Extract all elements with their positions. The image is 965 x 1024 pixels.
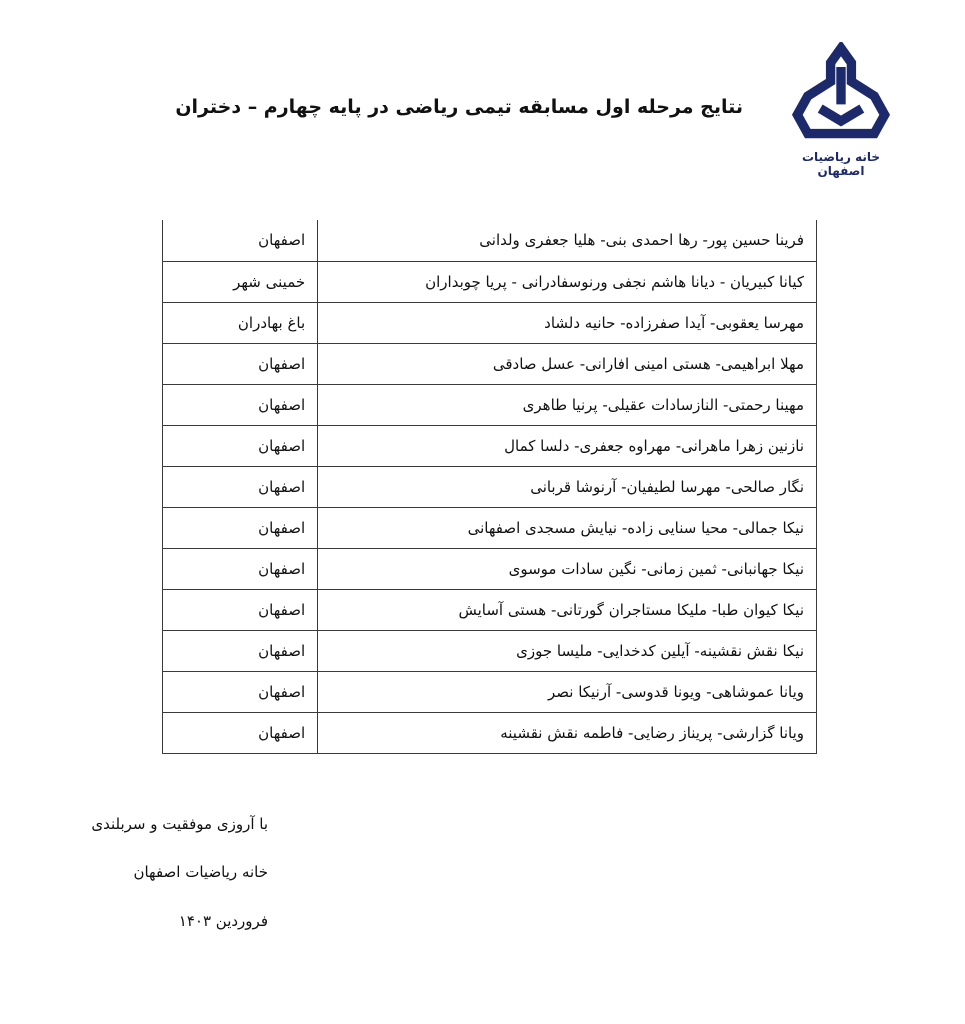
table-row — [163, 261, 817, 302]
table-row — [163, 343, 817, 384]
table-row — [163, 425, 817, 466]
team-members-cell: ویانا عموشاهی- ویونا قدوسی- آرنیکا نصر — [318, 671, 817, 712]
logo-text: خانه ریاضیات اصفهان — [801, 150, 881, 178]
team-members-cell: مهلا ابراهیمی- هستی امینی افارانی- عسل صادقی — [318, 343, 817, 384]
logo — [783, 42, 899, 178]
team-members-cell: نیکا نقش نقشینه- آیلین کدخدایی- ملیسا جوزی — [318, 630, 817, 671]
team-members-cell: نیکا کیوان طبا- ملیکا مستاجران گورتانی- هستی آسایش — [318, 589, 817, 630]
team-members-cell: نیکا جهانبانی- ثمین زمانی- نگین سادات موسوی — [318, 548, 817, 589]
table-row — [163, 630, 817, 671]
city-cell: اصفهان — [163, 712, 318, 753]
city-cell: اصفهان — [163, 589, 318, 630]
city-cell: خمینی شهر — [163, 261, 318, 302]
table-row — [163, 712, 817, 753]
city-cell: اصفهان — [163, 548, 318, 589]
table-row — [163, 220, 817, 261]
team-members-cell: کیانا کبیریان - دیانا هاشم نجفی ورنوسفادرانی - پریا چوبداران — [318, 261, 817, 302]
city-cell: اصفهان — [163, 630, 318, 671]
table-row — [163, 507, 817, 548]
math-house-logo-icon — [789, 42, 893, 146]
team-members-cell: نازنین زهرا ماهرانی- مهراوه جعفری- دلسا کمال — [318, 425, 817, 466]
city-cell: اصفهان — [163, 425, 318, 466]
city-cell: اصفهان — [163, 384, 318, 425]
team-members-cell: نگار صالحی- مهرسا لطیفیان- آرنوشا قربانی — [318, 466, 817, 507]
results-table — [162, 220, 817, 754]
footer-wish: با آروزی موفقیت و سربلندی — [91, 815, 268, 833]
city-cell: اصفهان — [163, 671, 318, 712]
city-cell: اصفهان — [163, 466, 318, 507]
table-row — [163, 302, 817, 343]
team-members-cell: ویانا گزارشی- پریناز رضایی- فاطمه نقش نقشینه — [318, 712, 817, 753]
table-row — [163, 589, 817, 630]
team-members-cell: مهرسا یعقوبی- آیدا صفرزاده- حانیه دلشاد — [318, 302, 817, 343]
city-cell: اصفهان — [163, 343, 318, 384]
footer-organization: خانه ریاضیات اصفهان — [133, 863, 268, 881]
team-members-cell: مهینا رحمتی- النازسادات عقیلی- پرنیا طاهری — [318, 384, 817, 425]
table-row — [163, 466, 817, 507]
city-cell: باغ بهادران — [163, 302, 318, 343]
table-row — [163, 671, 817, 712]
team-members-cell: فرینا حسین پور- رها احمدی بنی- هلیا جعفری ولدانی — [318, 220, 817, 261]
table-row — [163, 548, 817, 589]
team-members-cell: نیکا جمالی- محیا سنایی زاده- نیایش مسجدی اصفهانی — [318, 507, 817, 548]
page-title: نتایج مرحله اول مسابقه تیمی ریاضی در پایه چهارم – دختران — [175, 96, 743, 118]
results-table-body — [163, 220, 817, 753]
city-cell: اصفهان — [163, 220, 318, 261]
city-cell: اصفهان — [163, 507, 318, 548]
footer-date: فروردین ۱۴۰۳ — [178, 912, 268, 930]
table-row — [163, 384, 817, 425]
